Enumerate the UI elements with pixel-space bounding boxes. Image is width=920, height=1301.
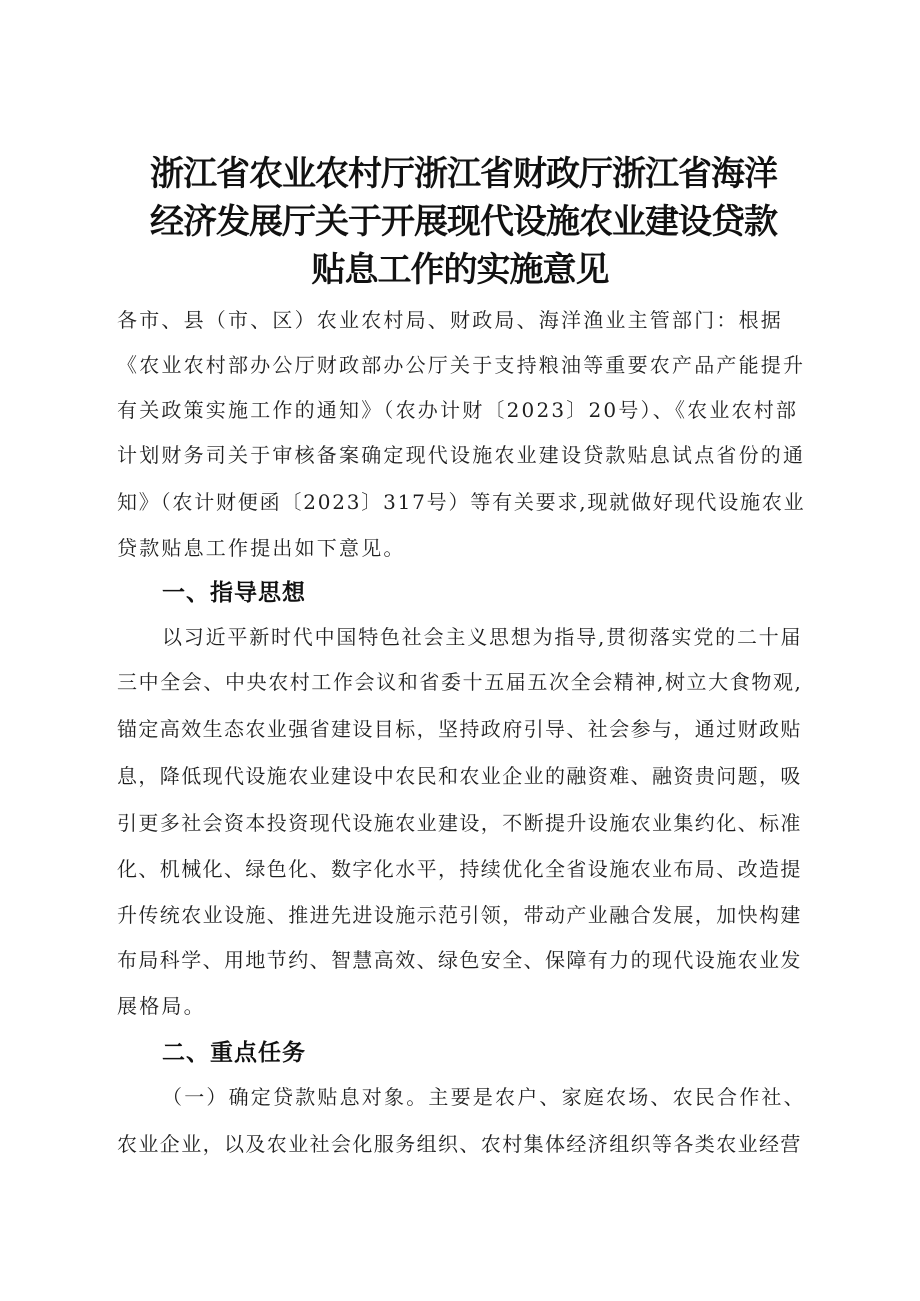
text-line: 息，降低现代设施农业建设中农民和农业企业的融资难、融资贵问题，吸 <box>117 764 802 788</box>
text-line: 三中全会、中央农村工作会议和省委十五届五次全会精神,树立大食物观, <box>117 670 803 694</box>
text-line: （一）确定贷款贴息对象。主要是农户、家庭农场、农民合作社、 <box>162 1085 806 1109</box>
text-line: 锚定高效生态农业强省建设目标，坚持政府引导、社会参与，通过财政贴 <box>117 717 802 741</box>
text-line: 计划财务司关于审核备案确定现代设施农业建设贷款贴息试点省份的通 <box>117 443 806 467</box>
text-line: 《农业农村部办公厅财政部办公厅关于支持粮油等重要农产品产能提升 <box>117 353 806 377</box>
text-line: 有关政策实施工作的通知》（农办计财〔2023〕20号）、《农业农村部 <box>117 398 799 422</box>
text-line: 贷款贴息工作提出如下意见。 <box>117 536 406 560</box>
text-line: 展格局。 <box>117 994 206 1018</box>
text-line: 化、机械化、绿色化、数字化水平，持续优化全省设施农业布局、改造提 <box>117 857 802 881</box>
text-line: 各市、县（市、区）农业农村局、财政局、海洋渔业主管部门：根据 <box>117 308 783 332</box>
text-line: 升传统农业设施、推进先进设施示范引领，带动产业融合发展，加快构建 <box>117 903 802 927</box>
text-line: 引更多社会资本投资现代设施农业建设，不断提升设施农业集约化、标准 <box>117 811 802 835</box>
document-title <box>150 150 777 294</box>
title-line: 经济发展厅关于开展现代设施农业建设贷款 <box>150 202 777 242</box>
text-line: 以习近平新时代中国特色社会主义思想为指导,贯彻落实党的二十届 <box>162 625 803 649</box>
text-line: 知》（农计财便函〔2023〕317号）等有关要求,现就做好现代设施农业 <box>117 490 806 514</box>
section-heading: 二、重点任务 <box>162 1040 306 1066</box>
text-line: 农业企业，以及农业社会化服务组织、农村集体经济组织等各类农业经营 <box>117 1132 802 1156</box>
title-line: 浙江省农业农村厅浙江省财政厅浙江省海洋 <box>150 154 777 194</box>
text-line: 布局科学、用地节约、智慧高效、绿色安全、保障有力的现代设施农业发 <box>117 948 802 972</box>
section-heading: 一、指导思想 <box>162 580 306 606</box>
title-line: 贴息工作的实施意见 <box>311 250 609 290</box>
